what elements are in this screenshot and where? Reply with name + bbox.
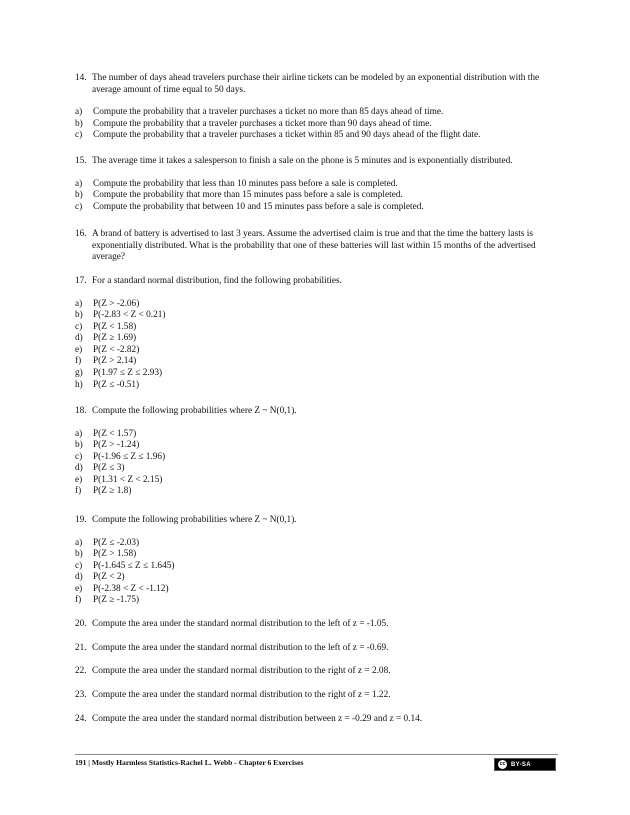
part-text: P(-1.645 ≤ Z ≤ 1.645)	[93, 560, 175, 571]
problem-number: 22.	[75, 666, 87, 676]
problem-part	[75, 584, 563, 596]
part-text: Compute the probability that less than 10 minutes pass before a sale is completed.	[93, 178, 398, 189]
problem-number: 17.	[75, 276, 87, 286]
part-text: P(Z ≥ -1.75)	[93, 595, 140, 606]
part-text: P(Z > -1.24)	[93, 440, 140, 451]
part-label: b)	[75, 118, 83, 129]
problem-part	[75, 452, 563, 464]
problem-part	[75, 549, 563, 561]
part-text: P(Z > 2.14)	[93, 356, 137, 367]
part-label: g)	[75, 368, 83, 379]
problem-number: 20.	[75, 619, 87, 629]
problem-23	[75, 690, 563, 702]
problem-part	[75, 440, 563, 452]
footer-divider	[75, 754, 558, 755]
problem-parts	[75, 299, 563, 392]
part-label: b)	[75, 190, 83, 201]
page-footer: 191 | Mostly Harmless Statistics-Rachel L. Webb - Chapter 6 Exercises	[75, 758, 304, 767]
part-label: c)	[75, 321, 83, 332]
problem-14	[75, 73, 563, 142]
problem-part	[75, 368, 563, 380]
problem-number: 24.	[75, 714, 87, 724]
part-label: d)	[75, 463, 83, 474]
problem-number: 19.	[75, 515, 87, 525]
problem-parts	[75, 429, 563, 499]
problem-stem: Compute the area under the standard normal distribution to the right of z = 2.08.	[92, 666, 391, 676]
part-label: e)	[75, 583, 83, 594]
part-text: Compute the probability that between 10 and 15 minutes pass before a sale is completed.	[93, 201, 424, 212]
problem-part	[75, 595, 563, 607]
problem-part	[75, 202, 563, 214]
part-label: a)	[75, 298, 83, 309]
problem-number: 18.	[75, 406, 87, 416]
part-text: P(Z ≥ 1.69)	[93, 333, 137, 344]
problem-part	[75, 119, 563, 131]
problem-part	[75, 345, 563, 357]
problem-stem: Compute the area under the standard normal distribution to the right of z = 1.22.	[92, 690, 391, 700]
problem-part	[75, 333, 563, 345]
part-text: P(1.31 < Z < 2.15)	[93, 474, 163, 485]
problem-stem: The number of days ahead travelers purchase their airline tickets can be modeled by an exponential distribution with the average amount of time equal to 50 days.	[92, 73, 540, 95]
problem-part	[75, 538, 563, 550]
part-text: Compute the probability that a traveler purchases a ticket more than 90 days ahead of time.	[93, 118, 432, 129]
problem-stem: Compute the area under the standard normal distribution between z = -0.29 and z = 0.14.	[92, 714, 423, 724]
problem-part	[75, 486, 563, 498]
problem-part	[75, 310, 563, 322]
problem-stem: Compute the area under the standard normal distribution to the left of z = -1.05.	[92, 619, 389, 629]
problem-part	[75, 463, 563, 475]
problem-18	[75, 406, 563, 498]
part-text: P(1.97 ≤ Z ≤ 2.93)	[93, 368, 163, 379]
part-label: f)	[75, 356, 82, 367]
part-text: P(Z < 1.57)	[93, 428, 137, 439]
part-text: P(Z < 2)	[93, 572, 125, 583]
problem-parts	[75, 107, 563, 142]
part-label: f)	[75, 486, 82, 497]
part-label: h)	[75, 379, 83, 390]
problem-stem: Compute the following probabilities where Z ~ N(0,1).	[92, 406, 297, 416]
problem-part	[75, 356, 563, 368]
problem-20	[75, 619, 563, 631]
part-label: e)	[75, 344, 83, 355]
problem-stem: Compute the following probabilities where Z ~ N(0,1).	[92, 515, 297, 525]
part-label: b)	[75, 549, 83, 560]
problem-19	[75, 515, 563, 607]
problem-number: 15.	[75, 156, 87, 166]
part-text: P(Z ≥ 1.8)	[93, 486, 132, 497]
part-label: d)	[75, 333, 83, 344]
part-text: P(Z ≤ -2.03)	[93, 537, 140, 548]
part-text: P(Z > -2.06)	[93, 298, 140, 309]
problem-part	[75, 190, 563, 202]
part-label: d)	[75, 572, 83, 583]
problem-16	[75, 229, 563, 264]
part-label: b)	[75, 310, 83, 321]
part-label: b)	[75, 440, 83, 451]
part-text: Compute the probability that more than 15 minutes pass before a sale is completed.	[93, 190, 403, 201]
problem-part	[75, 429, 563, 441]
part-text: P(-1.96 ≤ Z ≤ 1.96)	[93, 451, 166, 462]
problem-part	[75, 130, 563, 142]
part-text: Compute the probability that a traveler purchases a ticket no more than 85 days ahead of time.	[93, 107, 444, 117]
problem-stem: A brand of battery is advertised to last 3 years. Assume the advertised claim is true and that the time the battery lasts is exponentially distributed. What is the probability that one of these batteries will last within 15 months of the advertised average?	[92, 229, 536, 262]
license-label: BY-SA	[511, 761, 531, 768]
problem-part	[75, 299, 563, 311]
problem-number: 23.	[75, 690, 87, 700]
part-text: P(Z < -2.82)	[93, 344, 140, 355]
part-label: a)	[75, 178, 83, 189]
part-text: P(-2.38 < Z < -1.12)	[93, 583, 169, 594]
problem-part	[75, 572, 563, 584]
problem-stem: For a standard normal distribution, find the following probabilities.	[92, 276, 342, 286]
part-label: c)	[75, 560, 83, 571]
part-label: c)	[75, 201, 83, 212]
creative-commons-icon: cc	[499, 761, 506, 767]
problem-15	[75, 156, 563, 213]
problem-17	[75, 276, 563, 391]
license-badge	[494, 758, 556, 771]
problem-part	[75, 561, 563, 573]
part-text: P(Z ≤ 3)	[93, 463, 125, 474]
part-label: a)	[75, 107, 83, 117]
problem-number: 21.	[75, 643, 87, 653]
part-text: P(Z > 1.58)	[93, 549, 137, 560]
problem-part	[75, 107, 563, 119]
problem-part	[75, 179, 563, 191]
part-label: a)	[75, 537, 83, 548]
problem-stem: The average time it takes a salesperson to finish a sale on the phone is 5 minutes and is exponentially distributed.	[92, 156, 513, 166]
part-label: e)	[75, 474, 83, 485]
part-text: Compute the probability that a traveler purchases a ticket within 85 and 90 days ahead of the flight date.	[93, 130, 481, 141]
problem-parts	[75, 538, 563, 608]
problem-24	[75, 714, 563, 726]
part-text: P(Z ≤ -0.51)	[93, 379, 140, 390]
problem-number: 14.	[75, 73, 87, 83]
problem-number: 16.	[75, 229, 87, 239]
problem-part	[75, 475, 563, 487]
part-label: a)	[75, 428, 83, 439]
problem-parts	[75, 179, 563, 214]
part-text: P(Z < 1.58)	[93, 321, 137, 332]
problem-part	[75, 322, 563, 334]
part-label: c)	[75, 130, 83, 141]
problem-stem: Compute the area under the standard normal distribution to the left of z = -0.69.	[92, 643, 389, 653]
part-label: f)	[75, 595, 82, 606]
problem-22	[75, 666, 563, 678]
problem-21	[75, 643, 563, 655]
part-label: c)	[75, 451, 83, 462]
part-text: P(-2.83 < Z < 0.21)	[93, 310, 166, 321]
problem-part	[75, 380, 563, 392]
